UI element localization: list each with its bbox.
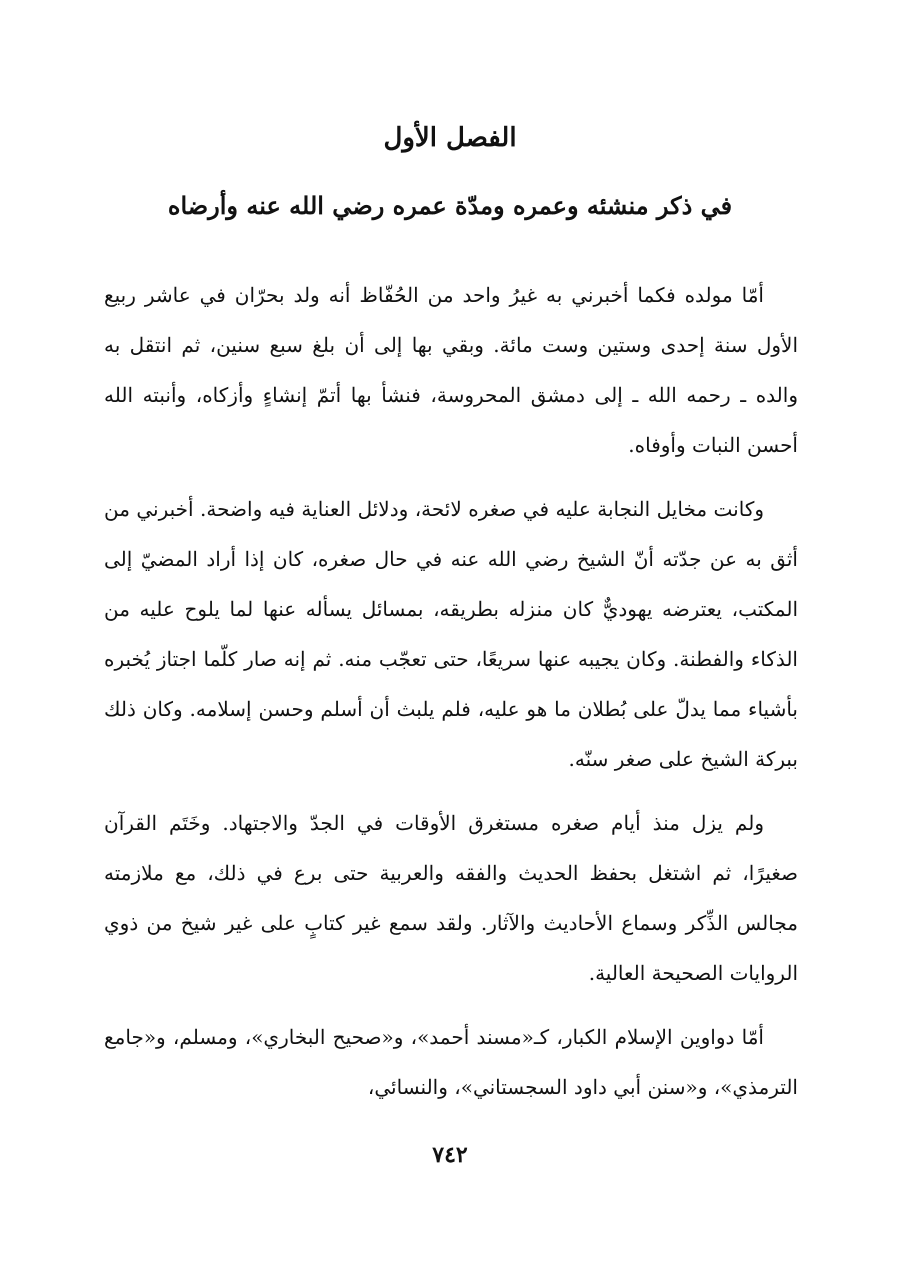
paragraph-studies: ولم يزل منذ أيام صغره مستغرق الأوقات في الجدّ والاجتهاد. وخَتَم القرآن صغيرًا، ثم اشتغل بحفظ الحديث والفقه والعربية حتى برع في ذلك، مع ملازمته مجالس الذِّكر وسماع الأحاديث والآثار. ولقد سمع غير كتابٍ على غير شيخ من ذوي الروايات الصحيحة العالية. [104, 811, 798, 985]
body-text [104, 270, 798, 1126]
paragraph-birth: أمّا مولده فكما أخبرني به غيرُ واحد من الحُفّاظ أنه ولد بحرّان في عاشر ربيع الأول سنة إحدى وستين وست مائة. وبقي بها إلى أن بلغ سبع سنين، ثم انتقل به والده ـ رحمه الله ـ إلى دمشق المحروسة، فنشأ بها أتمّ إنشاءٍ وأزكاه، وأنبته الله أحسن النبات وأوفاه. [104, 283, 798, 457]
chapter-title: الفصل الأول [383, 123, 517, 153]
paragraph-childhood: وكانت مخايل النجابة عليه في صغره لائحة، ودلائل العناية فيه واضحة. أخبرني من أثق به عن جدّته أنّ الشيخ رضي الله عنه في حال صغره، كان إذا أراد المضيّ إلى المكتب، يعترضه يهوديٌّ كان منزله بطريقه، بمسائل يسأله عنها لما يلوح عليه من الذكاء والفطنة. وكان يجيبه عنها سريعًا، حتى تعجّب منه. ثم إنه صار كلّما اجتاز يُخبره بأشياء مما يدلّ على بُطلان ما هو عليه، فلم يلبث أن أسلم وحسن إسلامه. وكان ذلك ببركة الشيخ على صغر سنّه. [104, 497, 798, 771]
page-number: ٧٤٢ [432, 1142, 468, 1168]
paragraph-collections: أمّا دواوين الإسلام الكبار، كـ«مسند أحمد»، و«صحيح البخاري»، ومسلم، و«جامع الترمذي»، و«سنن أبي داود السجستاني»، والنسائي، [104, 1025, 798, 1099]
chapter-subtitle: في ذكر منشئه وعمره ومدّة عمره رضي الله عنه وأرضاه [167, 191, 733, 220]
